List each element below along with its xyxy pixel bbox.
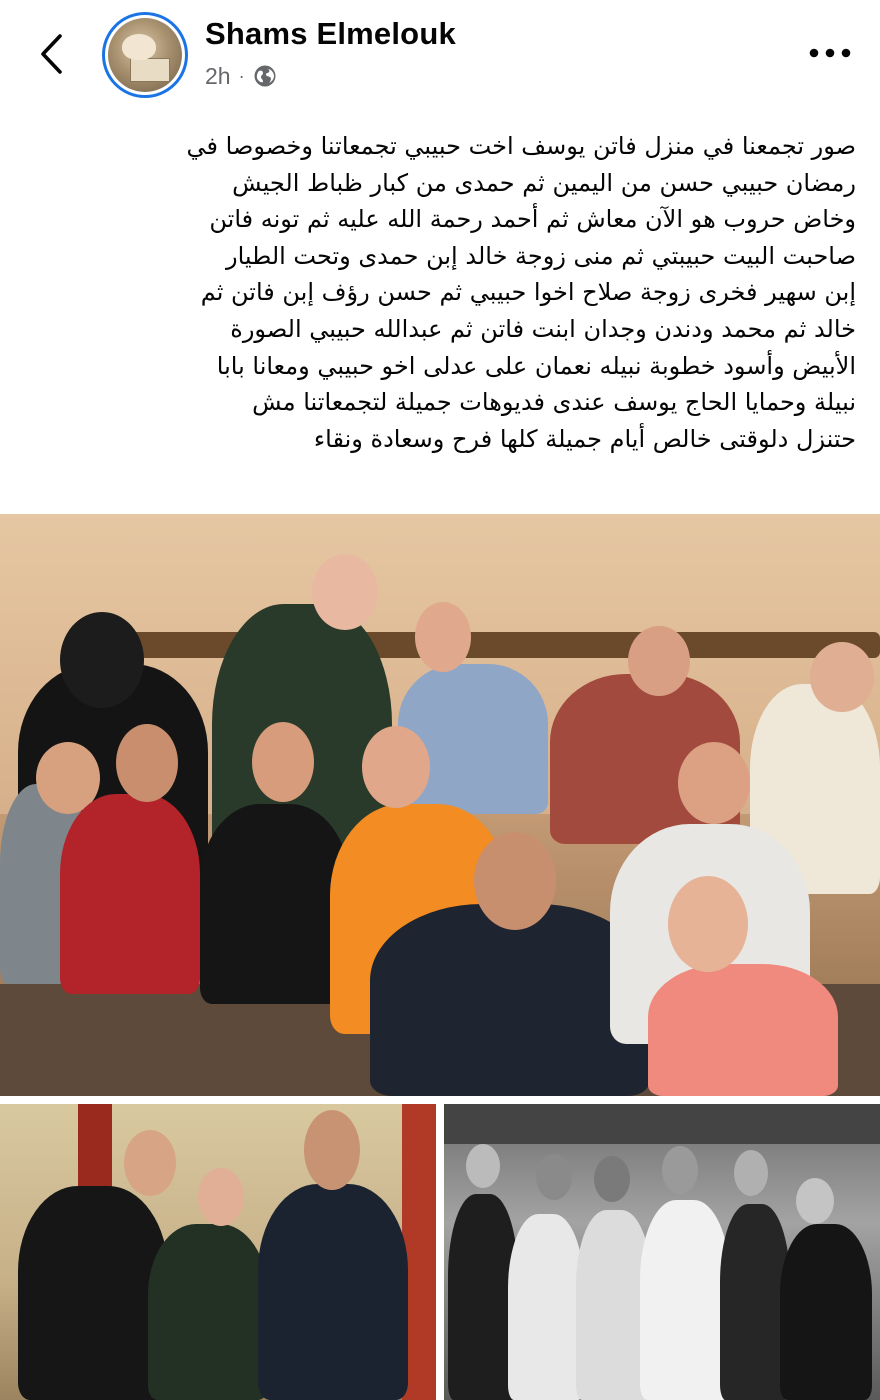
post-photo-left[interactable] (0, 1104, 436, 1400)
globe-icon[interactable] (253, 64, 277, 88)
post-text-line: صور تجمعنا في منزل فاتن يوسف اخت حبيبي تجمعاتنا وخصوصا في (186, 132, 856, 160)
author-avatar[interactable] (102, 12, 188, 98)
chevron-left-icon (38, 33, 64, 75)
author-name[interactable]: Shams Elmelouk (205, 16, 456, 51)
more-horizontal-icon (809, 47, 851, 59)
post-timestamp[interactable]: 2h (205, 62, 231, 89)
meta-separator-dot: · (238, 65, 245, 86)
back-button[interactable] (26, 26, 76, 82)
post-text-line: الأبيض وأسود خطوبة نبيله نعمان على عدلى اخو حبيبي ومعانا بابا (216, 351, 856, 380)
post-text-line: صاحبت البيت حبيبتي ثم منى زوجة خالد إبن حمدى وتحت الطيار (225, 241, 856, 270)
post-photo-main[interactable] (0, 514, 880, 1096)
post-text-line: إبن سهير فخرى زوجة صلاح اخوا حبيبي ثم حسن رؤف إبن فاتن ثم (200, 278, 856, 307)
post-header (0, 0, 880, 112)
post-photo-right[interactable] (444, 1104, 880, 1400)
post-text-line: خالد ثم محمد ودندن وجدان ابنت فاتن ثم عبدالله حبيبي الصورة (230, 314, 856, 343)
post-text-line: حتنزل دلوقتى خالص أيام جميلة كلها فرح وسعادة ونقاء (313, 424, 856, 453)
more-options-button[interactable] (800, 30, 860, 76)
post-text-line: وخاض حروب هو الآن معاش ثم أحمد رحمة الله عليه ثم تونه فاتن (209, 205, 856, 234)
post-text-line: رمضان حبيبي حسن من اليمين ثم حمدى من كبار ظباط الجيش (232, 168, 856, 197)
post-text-line: نبيلة وحمايا الحاج يوسف عندى فديوهات جميلة لتجمعاتنا مش (252, 388, 856, 417)
post-body-text (20, 128, 856, 457)
post-meta (205, 60, 277, 92)
avatar-image (108, 18, 182, 92)
